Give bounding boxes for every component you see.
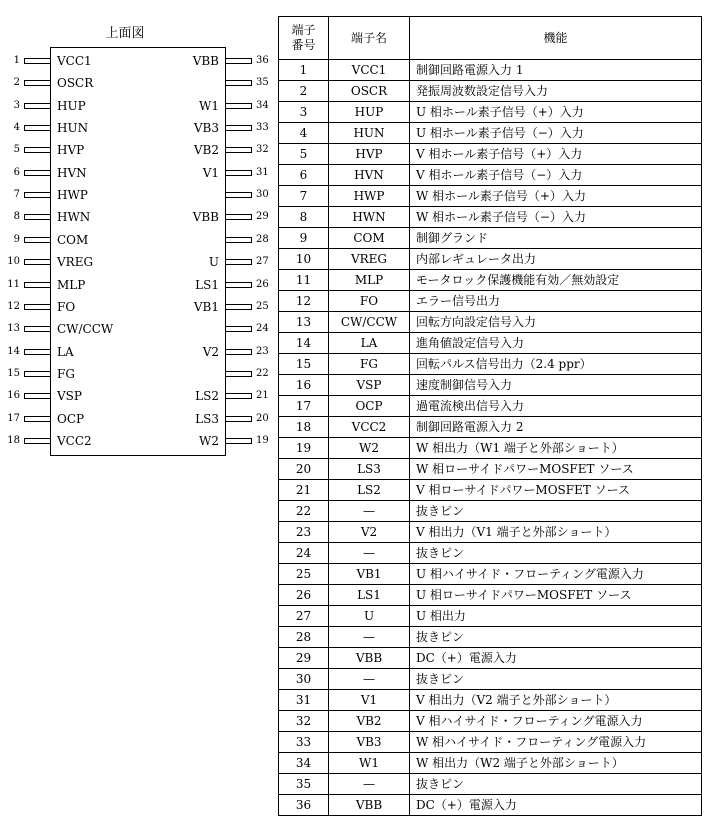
pin-lead bbox=[24, 371, 51, 377]
cell-pin-number: 13 bbox=[279, 312, 329, 333]
table-row bbox=[279, 795, 702, 816]
cell-pin-name: HUN bbox=[329, 123, 410, 144]
cell-function: V 相出力（V1 端子と外部ショート） bbox=[410, 522, 702, 543]
pin-lead bbox=[24, 237, 51, 243]
cell-function: 抜きピン bbox=[410, 627, 702, 648]
cell-function: 制御回路電源入力 1 bbox=[410, 60, 702, 81]
pin-number: 12 bbox=[7, 300, 20, 312]
cell-pin-number: 2 bbox=[279, 81, 329, 102]
table-row bbox=[279, 270, 702, 291]
cell-pin-name: FG bbox=[329, 354, 410, 375]
pin-label: HUN bbox=[57, 121, 89, 136]
cell-pin-name: VCC2 bbox=[329, 417, 410, 438]
pin-number: 21 bbox=[256, 390, 269, 402]
pin-label: HUP bbox=[57, 98, 86, 113]
table-row bbox=[279, 669, 702, 690]
cell-pin-name: VSP bbox=[329, 375, 410, 396]
pin-lead bbox=[225, 103, 252, 109]
table-row bbox=[279, 459, 702, 480]
cell-pin-number: 4 bbox=[279, 123, 329, 144]
cell-pin-name: MLP bbox=[329, 270, 410, 291]
cell-pin-name: OCP bbox=[329, 396, 410, 417]
pin-label: VSP bbox=[57, 389, 82, 404]
cell-pin-number: 35 bbox=[279, 774, 329, 795]
cell-pin-name: V2 bbox=[329, 522, 410, 543]
pin-number: 18 bbox=[7, 434, 20, 446]
cell-pin-number: 31 bbox=[279, 690, 329, 711]
pin-number: 24 bbox=[256, 323, 269, 335]
pin-label: VREG bbox=[57, 255, 94, 270]
table-row bbox=[279, 522, 702, 543]
pin-lead bbox=[24, 416, 51, 422]
table-row bbox=[279, 102, 702, 123]
pin-number: 4 bbox=[13, 122, 20, 134]
pin-lead bbox=[225, 237, 252, 243]
cell-pin-number: 33 bbox=[279, 732, 329, 753]
pin-number: 23 bbox=[256, 345, 269, 357]
table-row bbox=[279, 753, 702, 774]
cell-function: W 相出力（W2 端子と外部ショート） bbox=[410, 753, 702, 774]
table-row bbox=[279, 438, 702, 459]
pin-number: 13 bbox=[7, 323, 20, 335]
pin-lead bbox=[225, 326, 252, 332]
cell-pin-name: HVP bbox=[329, 144, 410, 165]
cell-function: U 相ローサイドパワーMOSFET ソース bbox=[410, 585, 702, 606]
pin-lead bbox=[225, 170, 252, 176]
table-header-row bbox=[279, 17, 702, 60]
header-pin-number-line2: 番号 bbox=[291, 38, 316, 52]
pin-lead bbox=[225, 371, 252, 377]
pin-number: 17 bbox=[7, 412, 20, 424]
cell-pin-name: LA bbox=[329, 333, 410, 354]
pin-label: VBB bbox=[192, 210, 219, 225]
pin-number: 27 bbox=[256, 256, 269, 268]
cell-function: W 相ローサイドパワーMOSFET ソース bbox=[410, 459, 702, 480]
pin-label: HWP bbox=[57, 188, 88, 203]
pin-lead bbox=[24, 393, 51, 399]
table-row bbox=[279, 291, 702, 312]
cell-pin-number: 15 bbox=[279, 354, 329, 375]
cell-function: DC（+）電源入力 bbox=[410, 648, 702, 669]
pin-label: W2 bbox=[199, 433, 219, 448]
table-row bbox=[279, 543, 702, 564]
pin-label: HVN bbox=[57, 165, 87, 180]
cell-pin-number: 7 bbox=[279, 186, 329, 207]
table-row bbox=[279, 585, 702, 606]
cell-function: 抜きピン bbox=[410, 543, 702, 564]
cell-function: 過電流検出信号入力 bbox=[410, 396, 702, 417]
pin-number: 8 bbox=[13, 211, 20, 223]
pin-label: OSCR bbox=[57, 76, 94, 91]
cell-pin-number: 25 bbox=[279, 564, 329, 585]
pin-label: VCC2 bbox=[57, 433, 92, 448]
cell-function: W 相ホール素子信号（−）入力 bbox=[410, 207, 702, 228]
cell-pin-name: — bbox=[329, 774, 410, 795]
pin-lead bbox=[24, 192, 51, 198]
cell-function: 速度制御信号入力 bbox=[410, 375, 702, 396]
pin-lead bbox=[225, 304, 252, 310]
diagram-title: 上面図 bbox=[105, 26, 145, 41]
cell-function: 制御グランド bbox=[410, 228, 702, 249]
table-row bbox=[279, 501, 702, 522]
pin-label: VBB bbox=[192, 54, 219, 68]
pin-label: FG bbox=[57, 366, 75, 381]
cell-pin-name: LS1 bbox=[329, 585, 410, 606]
table-row bbox=[279, 249, 702, 270]
pin-number: 11 bbox=[7, 278, 20, 290]
header-pin-number-line1: 端子 bbox=[291, 23, 316, 37]
pin-lead bbox=[225, 349, 252, 355]
cell-pin-name: VBB bbox=[329, 648, 410, 669]
cell-function: V 相ホール素子信号（−）入力 bbox=[410, 165, 702, 186]
cell-pin-number: 22 bbox=[279, 501, 329, 522]
pin-lead bbox=[225, 393, 252, 399]
cell-pin-name: VB2 bbox=[329, 711, 410, 732]
table-row bbox=[279, 648, 702, 669]
pin-label: VCC1 bbox=[57, 54, 92, 68]
cell-pin-name: VB3 bbox=[329, 732, 410, 753]
pin-lead bbox=[24, 58, 51, 64]
cell-pin-number: 10 bbox=[279, 249, 329, 270]
table-row bbox=[279, 690, 702, 711]
cell-pin-number: 20 bbox=[279, 459, 329, 480]
cell-pin-number: 9 bbox=[279, 228, 329, 249]
header-function: 機能 bbox=[410, 17, 702, 60]
cell-function: W 相ハイサイド・フローティング電源入力 bbox=[410, 732, 702, 753]
pin-number: 30 bbox=[256, 189, 269, 201]
cell-pin-number: 21 bbox=[279, 480, 329, 501]
header-pin-name: 端子名 bbox=[329, 17, 410, 60]
pin-lead bbox=[24, 80, 51, 86]
cell-function: 回転パルス信号出力（2.4 ppr） bbox=[410, 354, 702, 375]
table-row bbox=[279, 333, 702, 354]
pin-label: V2 bbox=[202, 344, 219, 359]
table-row bbox=[279, 774, 702, 795]
cell-pin-name: HUP bbox=[329, 102, 410, 123]
pin-label: VB2 bbox=[193, 143, 219, 158]
pin-label: VB3 bbox=[193, 121, 219, 136]
pin-number: 20 bbox=[256, 412, 269, 424]
pin-number: 35 bbox=[256, 77, 269, 89]
pin-lead bbox=[24, 125, 51, 131]
pin-label: LS3 bbox=[195, 411, 219, 426]
pin-label: VB1 bbox=[193, 299, 219, 314]
cell-pin-number: 23 bbox=[279, 522, 329, 543]
pin-lead bbox=[24, 170, 51, 176]
pin-number: 2 bbox=[13, 77, 20, 89]
pin-lead bbox=[225, 259, 252, 265]
cell-function: 回転方向設定信号入力 bbox=[410, 312, 702, 333]
cell-pin-number: 36 bbox=[279, 795, 329, 816]
pin-lead bbox=[225, 438, 252, 444]
cell-pin-number: 17 bbox=[279, 396, 329, 417]
table-row bbox=[279, 312, 702, 333]
table-row bbox=[279, 165, 702, 186]
cell-function: U 相ホール素子信号（−）入力 bbox=[410, 123, 702, 144]
pin-label: MLP bbox=[57, 277, 86, 292]
pin-number: 15 bbox=[7, 367, 20, 379]
cell-function: W 相ホール素子信号（+）入力 bbox=[410, 186, 702, 207]
cell-pin-name: VBB bbox=[329, 795, 410, 816]
cell-pin-number: 34 bbox=[279, 753, 329, 774]
table-row bbox=[279, 375, 702, 396]
table-row bbox=[279, 228, 702, 249]
pin-number: 5 bbox=[13, 144, 20, 156]
pin-number: 26 bbox=[256, 278, 269, 290]
pin-lead bbox=[225, 125, 252, 131]
pin-number: 32 bbox=[256, 144, 269, 156]
cell-pin-name: — bbox=[329, 627, 410, 648]
table-row bbox=[279, 711, 702, 732]
pin-lead bbox=[24, 326, 51, 332]
cell-function: W 相出力（W1 端子と外部ショート） bbox=[410, 438, 702, 459]
pin-label: HWN bbox=[57, 210, 91, 225]
cell-pin-number: 32 bbox=[279, 711, 329, 732]
pin-label: HVP bbox=[57, 143, 85, 158]
cell-pin-number: 5 bbox=[279, 144, 329, 165]
cell-pin-name: — bbox=[329, 543, 410, 564]
pin-number: 1 bbox=[13, 55, 20, 66]
pinout-diagram bbox=[0, 0, 275, 470]
cell-function: エラー信号出力 bbox=[410, 291, 702, 312]
pin-number: 22 bbox=[256, 367, 269, 379]
cell-function: 内部レギュレータ出力 bbox=[410, 249, 702, 270]
cell-function: 抜きピン bbox=[410, 774, 702, 795]
table-row bbox=[279, 732, 702, 753]
pin-lead bbox=[24, 282, 51, 288]
pin-label: W1 bbox=[199, 98, 219, 113]
table-row bbox=[279, 396, 702, 417]
pin-lead bbox=[225, 58, 252, 64]
table-row bbox=[279, 564, 702, 585]
cell-pin-number: 8 bbox=[279, 207, 329, 228]
table-row bbox=[279, 354, 702, 375]
pin-label: OCP bbox=[57, 411, 85, 426]
cell-pin-number: 30 bbox=[279, 669, 329, 690]
pin-lead bbox=[225, 282, 252, 288]
pin-number: 29 bbox=[256, 211, 269, 223]
cell-pin-name: HWP bbox=[329, 186, 410, 207]
table-row bbox=[279, 417, 702, 438]
pin-lead bbox=[24, 304, 51, 310]
pin-lead bbox=[24, 438, 51, 444]
pin-label: FO bbox=[57, 299, 76, 314]
cell-pin-name: FO bbox=[329, 291, 410, 312]
table-row bbox=[279, 123, 702, 144]
pin-label: LA bbox=[57, 344, 74, 359]
pin-function-table bbox=[278, 16, 702, 816]
pin-lead bbox=[24, 214, 51, 220]
cell-pin-number: 12 bbox=[279, 291, 329, 312]
pin-number: 25 bbox=[256, 300, 269, 312]
pin-lead bbox=[225, 147, 252, 153]
cell-function: V 相出力（V2 端子と外部ショート） bbox=[410, 690, 702, 711]
table-row bbox=[279, 207, 702, 228]
cell-pin-number: 11 bbox=[279, 270, 329, 291]
pin-lead bbox=[24, 147, 51, 153]
cell-pin-name: LS3 bbox=[329, 459, 410, 480]
cell-pin-name: VREG bbox=[329, 249, 410, 270]
cell-function: 発振周波数設定信号入力 bbox=[410, 81, 702, 102]
cell-pin-number: 16 bbox=[279, 375, 329, 396]
cell-pin-name: W1 bbox=[329, 753, 410, 774]
pin-number: 14 bbox=[7, 345, 20, 357]
cell-function: U 相ホール素子信号（+）入力 bbox=[410, 102, 702, 123]
pin-number: 3 bbox=[13, 99, 20, 111]
cell-function: 制御回路電源入力 2 bbox=[410, 417, 702, 438]
table-row bbox=[279, 81, 702, 102]
pin-number: 31 bbox=[256, 166, 269, 178]
cell-pin-name: HWN bbox=[329, 207, 410, 228]
cell-pin-name: COM bbox=[329, 228, 410, 249]
cell-pin-name: U bbox=[329, 606, 410, 627]
cell-pin-number: 1 bbox=[279, 60, 329, 81]
pin-lead bbox=[24, 349, 51, 355]
cell-function: モータロック保護機能有効／無効設定 bbox=[410, 270, 702, 291]
pin-label: LS2 bbox=[195, 389, 219, 404]
cell-function: 抜きピン bbox=[410, 669, 702, 690]
cell-pin-number: 27 bbox=[279, 606, 329, 627]
cell-pin-name: CW/CCW bbox=[329, 312, 410, 333]
pin-label: LS1 bbox=[195, 277, 219, 292]
table-row bbox=[279, 480, 702, 501]
pin-lead bbox=[24, 103, 51, 109]
pin-number: 7 bbox=[13, 189, 20, 201]
table-row bbox=[279, 186, 702, 207]
cell-pin-number: 26 bbox=[279, 585, 329, 606]
cell-function: V 相ローサイドパワーMOSFET ソース bbox=[410, 480, 702, 501]
pin-number: 36 bbox=[256, 55, 269, 66]
pin-lead bbox=[24, 259, 51, 265]
pin-lead bbox=[225, 214, 252, 220]
cell-pin-number: 19 bbox=[279, 438, 329, 459]
header-pin-number bbox=[279, 17, 329, 60]
cell-pin-name: V1 bbox=[329, 690, 410, 711]
pin-lead bbox=[225, 80, 252, 86]
cell-pin-name: OSCR bbox=[329, 81, 410, 102]
pin-lead bbox=[225, 416, 252, 422]
table-row bbox=[279, 606, 702, 627]
pin-label: CW/CCW bbox=[57, 322, 114, 337]
cell-pin-number: 3 bbox=[279, 102, 329, 123]
pin-number: 33 bbox=[256, 122, 269, 134]
cell-function: V 相ハイサイド・フローティング電源入力 bbox=[410, 711, 702, 732]
pin-number: 10 bbox=[7, 256, 20, 268]
pin-lead bbox=[225, 192, 252, 198]
pin-label: U bbox=[208, 255, 219, 270]
cell-function: V 相ホール素子信号（+）入力 bbox=[410, 144, 702, 165]
cell-function: U 相ハイサイド・フローティング電源入力 bbox=[410, 564, 702, 585]
cell-pin-number: 29 bbox=[279, 648, 329, 669]
cell-pin-number: 14 bbox=[279, 333, 329, 354]
cell-pin-number: 24 bbox=[279, 543, 329, 564]
cell-function: 抜きピン bbox=[410, 501, 702, 522]
pin-number: 9 bbox=[13, 233, 20, 245]
pin-number: 28 bbox=[256, 233, 269, 245]
cell-function: DC（+）電源入力 bbox=[410, 795, 702, 816]
table-row bbox=[279, 144, 702, 165]
cell-function: U 相出力 bbox=[410, 606, 702, 627]
cell-pin-name: — bbox=[329, 501, 410, 522]
cell-pin-number: 6 bbox=[279, 165, 329, 186]
cell-pin-name: — bbox=[329, 669, 410, 690]
pin-number: 34 bbox=[256, 99, 269, 111]
cell-pin-name: VB1 bbox=[329, 564, 410, 585]
pin-label: COM bbox=[57, 232, 89, 247]
cell-pin-name: LS2 bbox=[329, 480, 410, 501]
cell-pin-number: 28 bbox=[279, 627, 329, 648]
cell-pin-name: HVN bbox=[329, 165, 410, 186]
pin-number: 19 bbox=[256, 434, 269, 446]
cell-pin-name: VCC1 bbox=[329, 60, 410, 81]
pin-number: 16 bbox=[7, 390, 20, 402]
table-body bbox=[279, 60, 702, 816]
cell-function: 進角値設定信号入力 bbox=[410, 333, 702, 354]
table-row bbox=[279, 60, 702, 81]
cell-pin-number: 18 bbox=[279, 417, 329, 438]
pin-number: 6 bbox=[13, 166, 20, 178]
pin-label: V1 bbox=[202, 165, 219, 180]
cell-pin-name: W2 bbox=[329, 438, 410, 459]
table-row bbox=[279, 627, 702, 648]
